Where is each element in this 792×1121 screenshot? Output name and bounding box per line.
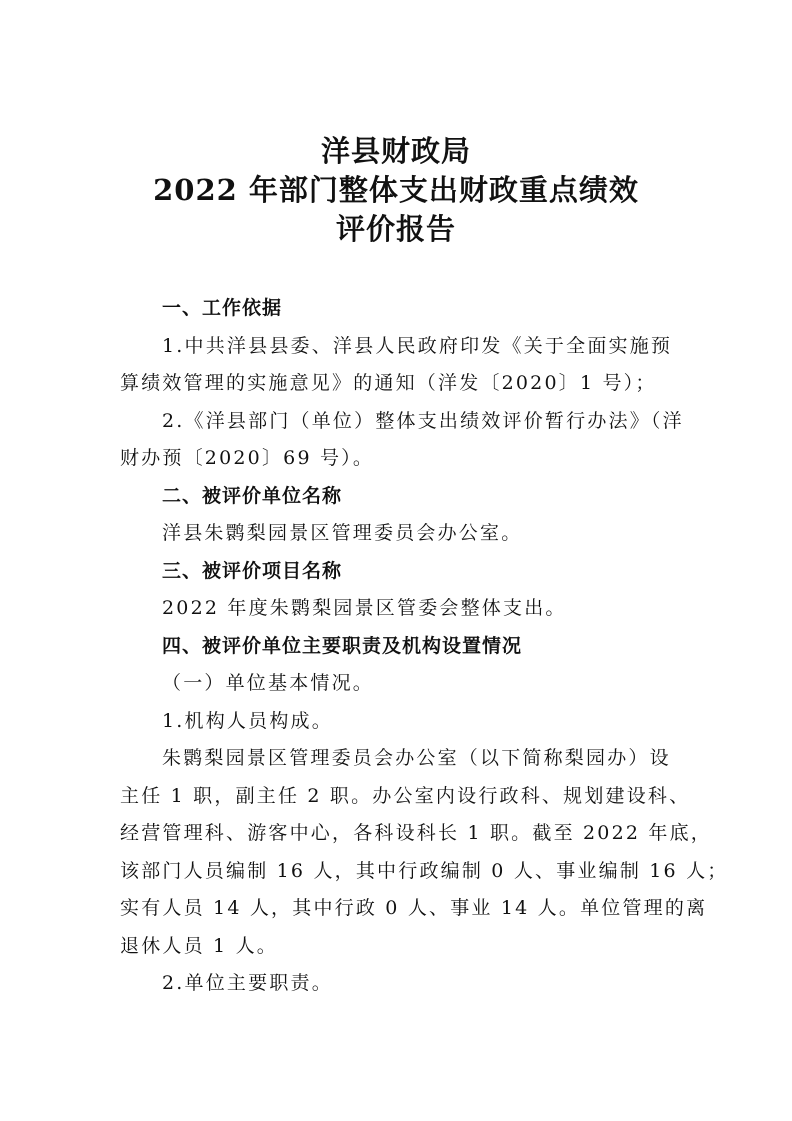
title-line-2: 2022 年部门整体支出财政重点绩效 — [153, 173, 639, 207]
item-staff-composition: 1.机构人员构成。 — [162, 709, 333, 732]
staff-paragraph-line-6: 退休人员 1 人。 — [120, 934, 278, 957]
unit-name-text: 洋县朱鹮梨园景区管理委员会办公室。 — [162, 522, 523, 544]
staff-paragraph-line-4: 该部门人员编制 16 人，其中行政编制 0 人、事业编制 16 人； — [120, 859, 729, 882]
staff-paragraph-line-1: 朱鹮梨园景区管理委员会办公室（以下简称梨园办）设 — [162, 747, 671, 769]
basis-item-2-line-2: 财办预〔2020〕69 号）。 — [120, 447, 375, 469]
title-line-3: 评价报告 — [335, 212, 456, 246]
section-heading-unit-name: 二、被评价单位名称 — [162, 484, 343, 507]
staff-paragraph-line-2: 主任 1 职，副主任 2 职。办公室内设行政科、规划建设科、 — [120, 784, 691, 807]
staff-paragraph-line-3: 经营管理科、游客中心，各科设科长 1 职。截至 2022 年底， — [120, 822, 713, 844]
section-heading-duties-structure: 四、被评价单位主要职责及机构设置情况 — [162, 634, 523, 657]
project-name-text: 2022 年度朱鹮梨园景区管委会整体支出。 — [162, 597, 567, 619]
title-line-1: 洋县财政局 — [320, 134, 471, 168]
basis-item-1-line-1: 1.中共洋县县委、洋县人民政府印发《关于全面实施预 — [162, 334, 673, 357]
subsection-basic-info: （一）单位基本情况。 — [162, 672, 375, 694]
basis-item-2-line-1: 2.《洋县部门（单位）整体支出绩效评价暂行办法》（洋 — [162, 409, 684, 432]
section-heading-project-name: 三、被评价项目名称 — [162, 559, 343, 582]
report-body — [120, 290, 729, 1003]
report-title — [0, 132, 792, 249]
section-heading-work-basis: 一、工作依据 — [162, 297, 283, 319]
item-main-duties: 2.单位主要职责。 — [162, 972, 333, 994]
basis-item-1-line-2: 算绩效管理的实施意见》的通知（洋发〔2020〕1 号）； — [120, 372, 657, 394]
staff-paragraph-line-5: 实有人员 14 人，其中行政 0 人、事业 14 人。单位管理的离 — [120, 897, 708, 919]
